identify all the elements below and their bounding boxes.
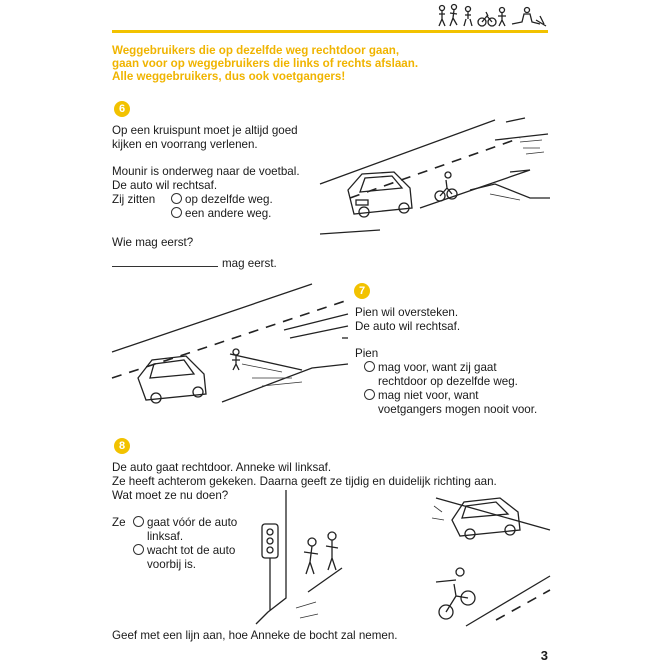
q8-text-1: De auto gaat rechtdoor. Anneke wil linksaf.	[112, 461, 332, 474]
intersection-cyclist-left-turn-illustration	[256, 490, 550, 630]
q6-answer-line[interactable]	[112, 256, 277, 271]
q7-pien-label: Pien	[355, 347, 379, 360]
q7-option-may-go-cont: rechtdoor op dezelfde weg.	[378, 375, 518, 388]
option-label: wacht tot de auto	[147, 544, 236, 557]
q6-option-same-road[interactable]	[171, 193, 273, 207]
option-label: mag niet voor, want	[378, 389, 479, 402]
header-figures-illustration	[436, 2, 548, 30]
q6-text-2: kijken en voorrang verlenen.	[112, 138, 258, 151]
q6-text-4: De auto wil rechtsaf.	[112, 179, 218, 192]
intro-line: gaan voor op weggebruikers die links of rechts afslaan.	[112, 57, 419, 71]
question-8-number: 8	[114, 438, 130, 454]
q6-text-3: Mounir is onderweg naar de voetbal.	[112, 165, 300, 178]
q6-option-other-road[interactable]	[171, 207, 271, 221]
q6-question: Wie mag eerst?	[112, 236, 194, 249]
q8-option-wait-cont: voorbij is.	[147, 558, 196, 571]
q8-option-go-first-cont: linksaf.	[147, 530, 184, 543]
option-label: gaat vóór de auto	[147, 516, 238, 529]
q8-option-go-first[interactable]	[133, 516, 237, 530]
q7-option-may-not-go[interactable]	[364, 389, 479, 403]
q8-ze-label: Ze	[112, 516, 126, 529]
option-label: op dezelfde weg.	[185, 193, 273, 206]
option-label: mag voor, want zij gaat	[378, 361, 497, 374]
answer-blank[interactable]	[112, 256, 218, 267]
q7-option-may-go[interactable]	[364, 361, 497, 375]
radio-button[interactable]	[133, 544, 144, 555]
radio-button[interactable]	[171, 193, 182, 204]
crossing-pedestrian-car-illustration	[112, 282, 348, 412]
q8-text-2: Ze heeft achterom gekeken. Daarna geeft ze tijdig en duidelijk richting aan.	[112, 475, 497, 488]
q6-text-1: Op een kruispunt moet je altijd goed	[112, 124, 298, 137]
question-6-number: 6	[114, 101, 130, 117]
question-7-number: 7	[354, 283, 370, 299]
radio-button[interactable]	[133, 516, 144, 527]
intro-line: Alle weggebruikers, dus ook voetgangers!	[112, 70, 346, 84]
radio-button[interactable]	[364, 361, 375, 372]
q7-text-2: De auto wil rechtsaf.	[355, 320, 461, 333]
q8-footer-instruction: Geef met een lijn aan, hoe Anneke de bocht zal nemen.	[112, 629, 398, 642]
page-number: 3	[540, 648, 548, 663]
q6-zij-label: Zij zitten	[112, 193, 156, 206]
q8-text-3: Wat moet ze nu doen?	[112, 489, 229, 502]
intro-rule	[112, 44, 432, 84]
q7-text-1: Pien wil oversteken.	[355, 306, 459, 319]
option-label: een andere weg.	[185, 207, 272, 220]
answer-suffix: mag eerst.	[222, 257, 277, 270]
radio-button[interactable]	[364, 389, 375, 400]
crossroads-car-cyclist-illustration	[320, 112, 550, 242]
radio-button[interactable]	[171, 207, 182, 218]
intro-line: Weggebruikers die op dezelfde weg rechtdoor gaan,	[112, 44, 400, 57]
q7-option-may-not-go-cont: voetgangers mogen nooit voor.	[378, 403, 538, 416]
header-accent-line	[112, 30, 548, 33]
q8-option-wait[interactable]	[133, 544, 235, 558]
